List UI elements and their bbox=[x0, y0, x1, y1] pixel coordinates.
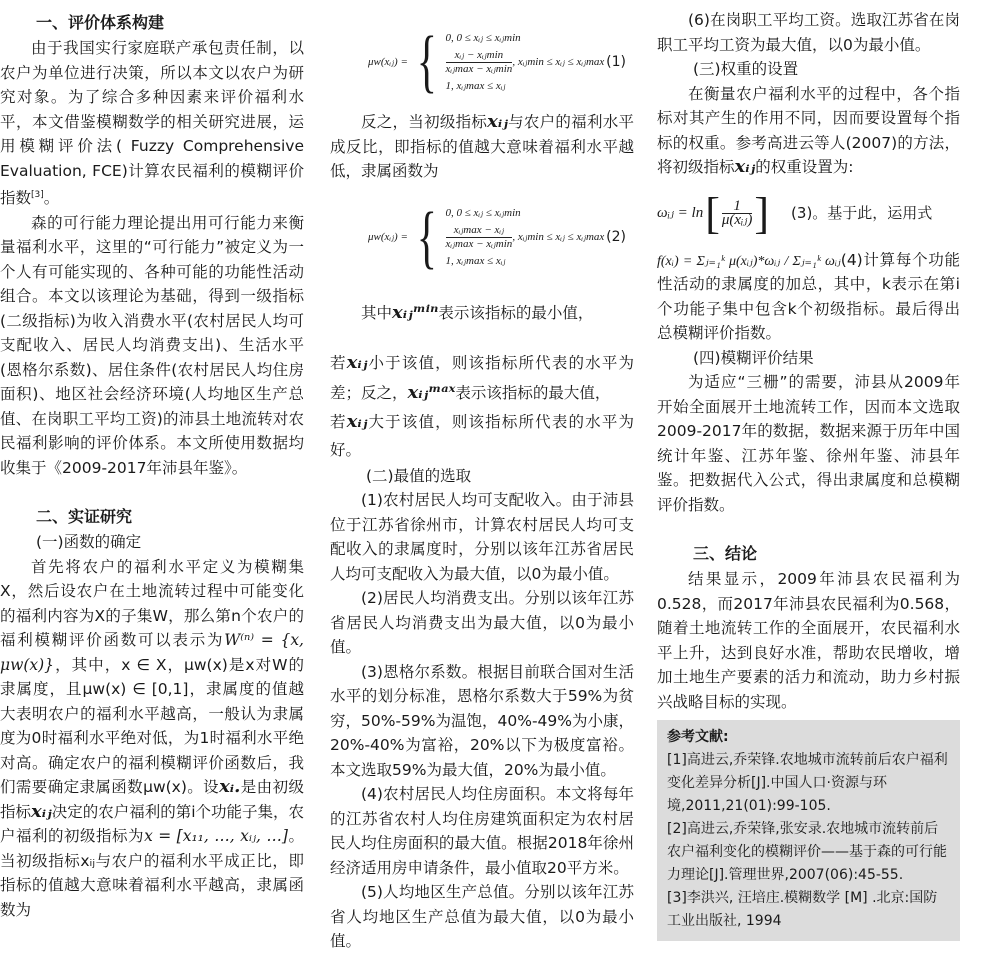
reference-1: [1]高进云,乔荣锋.农地城市流转前后农户福利变化差异分析[J].中国人口·资源与环境,2011,21(01):99-105. bbox=[667, 752, 948, 814]
column-3 bbox=[657, 0, 960, 941]
paragraph-max: 若xᵢⱼ小于该值，则该指标所代表的水平为差；反之，xᵢⱼᵐᵃˣ表示该指标的最大值， bbox=[330, 351, 634, 403]
column-2 bbox=[330, 0, 634, 954]
item-housing: (4)农村居民人均住房面积。本文将每年的江苏省农村人均住房建筑面积定为农村居民人均住房面积的最大值。根据2018年徐州经济适用房申请条件，最小值取20平方米。 bbox=[330, 785, 634, 877]
reference-3: [3]李洪兴, 汪培庄.模糊数学 [M] .北京:国防工业出版社, 1994 bbox=[667, 890, 938, 929]
item-gdp: (5)人均地区生产总值。分别以该年江苏省人均地区生产总值为最大值，以0为最小值。 bbox=[330, 883, 634, 950]
paragraph-aggregate: f(xᵢ) = Σⱼ₌₁ᵏ μ(xᵢⱼ)*ωᵢⱼ / Σⱼ₌₁ᵏ ωᵢⱼ(4)计算每个功能性活动的隶属度的加总，其中，k表示在第i个功能子集中包含k个初级指标。最后得出总模糊评价指数。 bbox=[657, 250, 960, 342]
equation-3: ωᵢⱼ = ln [ $\frac{1}{\text{μ(xᵢⱼ)}}$ ] (3) 。基于此，运用式 bbox=[657, 189, 933, 238]
paragraph-fuzzy-set: 首先将农户的福利水平定义为模糊集X，然后设农户在土地流转过程中可能变化的福利内容为X的子集W，那么第n个农户的福利模糊评价函数可以表示为W⁽ⁿ⁾ = {x, μw(x)}，其中，x ∈ X，μw(x)是x对W的隶属度，且μw(x) ∈ [0,1]，隶属度的值越大表明农户的福利水平越高，一般认为隶属度为0时福利水平绝对低，为1时福利水平绝对高。确定农户的福利模糊评价函数后，我们需要确定隶属函数μw(x)。设xᵢ.是由初级指标xᵢⱼ决定的农户福利的第i个功能子集，农户福利的初级指标为x = [x₁₁, …, xᵢⱼ, …]。当初级指标xᵢⱼ与农户的福利水平成正比，即指标的值越大意味着福利水平越高，隶属函数为 bbox=[0, 557, 305, 919]
column-1 bbox=[0, 0, 304, 922]
section-2-title: 二、实证研究 bbox=[36, 507, 133, 527]
paragraph-inverse: 反之，当初级指标xᵢⱼ与农户的福利水平成反比，即指标的值越大意味着福利水平越低，隶属函数为 bbox=[330, 111, 634, 180]
equation-number: (1) bbox=[606, 53, 626, 70]
subsection-weights: (三)权重的设置 bbox=[693, 60, 799, 78]
vector-formula: x = [x₁₁, …, xᵢⱼ, …] bbox=[144, 827, 288, 846]
equation-1: μw(xᵢⱼ) = { 0, 0 ≤ xᵢⱼ ≤ xᵢⱼmin $\frac{\text{xᵢⱼ − xᵢⱼmin}}{\text{xᵢⱼmax − xᵢⱼmin}}$ , xᵢⱼmin ≤ xᵢⱼ ≤ xᵢⱼmax 1, xᵢⱼmax ≤ xᵢⱼ (1) bbox=[368, 23, 626, 100]
subsection-results: (四)模糊评价结果 bbox=[693, 348, 814, 367]
references-title: 参考文献: bbox=[667, 729, 729, 745]
set-formula: W⁽ⁿ⁾ = {x, μw(x)} bbox=[0, 631, 304, 674]
equation-2: μw(xᵢⱼ) = { 0, 0 ≤ xᵢⱼ ≤ xᵢⱼmin $\frac{\text{xᵢⱼmax − xᵢⱼ}}{\text{xᵢⱼmax − xᵢⱼmin}}$ , xᵢⱼmin ≤ xᵢⱼ ≤ xᵢⱼmax 1, xᵢⱼmax ≤ xᵢⱼ (2) bbox=[368, 198, 626, 276]
x-ij-symbol: xᵢⱼ bbox=[31, 800, 52, 822]
paragraph-conclusion: 结果显示，2009年沛县农民福利为0.528，而2017年沛县农民福利为0.568，随着土地流转工作的全面展开，农民福利水平上升，达到良好水准，帮助农民增收，增加土地生产要素的活力和流动，助力乡村振兴战略目标的实现。 bbox=[657, 570, 960, 711]
equation-4: f(xᵢ) = Σⱼ₌₁ᵏ μ(xᵢⱼ)*ωᵢⱼ / Σⱼ₌₁ᵏ ωᵢⱼ bbox=[657, 253, 841, 269]
citation: [3] bbox=[31, 190, 44, 200]
paragraph-results: 为适应“三栅”的需要，沛县从2009年开始全面展开土地流转工作，因而本文选取2009-2017年的数据，数据来源于历年中国统计年鉴、江苏年鉴、徐州年鉴、沛县年鉴。把数据代入公式，得出隶属度和总模糊评价指数。 bbox=[657, 373, 960, 514]
references-box bbox=[657, 720, 960, 941]
paragraph-good: 若xᵢⱼ大于该值，则该指标所代表的水平为好。 bbox=[330, 410, 634, 459]
equation-number: (2) bbox=[606, 229, 626, 245]
paragraph-fce: 由于我国实行家庭联产承包责任制，以农户为单位进行决策，所以本文以农户为研究对象。为了综合多种因素来评价福利水平，本文借鉴模糊数学的相关研究进展，运用模糊评价法( Fuzzy Comprehensive Evaluation, FCE)计算农民福利的模糊评价指数[3]。 bbox=[0, 39, 304, 208]
paragraph-min: 其中xᵢⱼᵐⁱⁿ表示该指标的最小值， bbox=[361, 301, 594, 323]
item-consumption: (2)居民人均消费支出。分别以该年江苏省居民人均消费支出为最大值，以0为最小值。 bbox=[330, 589, 634, 656]
item-engel: (3)恩格尔系数。根据目前联合国对生活水平的划分标准，恩格尔系数大于59%为贫穷，50%-59%为温饱，40%-49%为小康，20%-40%为富裕，20%以下为极度富裕。本文选取59%为最大值，20%为最小值。 bbox=[330, 662, 634, 779]
x-i-symbol: xᵢ. bbox=[219, 776, 241, 798]
paragraph-weights: 在衡量农户福利水平的过程中，各个指标对其产生的作用不同，因而要设置每个指标的权重。参考高进云等人(2007)的方法，将初级指标xᵢⱼ的权重设置为: bbox=[657, 84, 960, 177]
subsection-extremes: (二)最值的选取 bbox=[366, 466, 472, 485]
item-wage: (6)在岗职工平均工资。选取江苏省在岗职工平均工资为最大值，以0为最小值。 bbox=[657, 11, 960, 54]
section-3-title: 三、结论 bbox=[693, 544, 758, 563]
paragraph-capability: 森的可行能力理论提出用可行能力来衡量福利水平，这里的“可行能力”被定义为一个人有可能实现的、各种可能的功能性活动组合。本文以该理论为基础，得到一级指标(二级指标)为收入消费水平(农村居民人均可支配收入、居民人均消费支出)、生活水平(恩格尔系数)、居住条件(农村居民人均住房面积)、地区社会经济环境(人均地区生产总值、在岗职工平均工资)的沛县土地流转对农民福利影响的评价体系。本文所使用数据均收集于《2009-2017年沛县年鉴》。 bbox=[0, 213, 304, 477]
section-1-title: 一、评价体系构建 bbox=[36, 13, 165, 32]
reference-2: [2]高进云,乔荣锋,张安录.农地城市流转前后农户福利变化的模糊评价——基于森的可行能力理论[J].管理世界,2007(06):45-55. bbox=[667, 821, 947, 883]
subsection-function: (一)函数的确定 bbox=[36, 533, 142, 552]
item-income: (1)农村居民人均可支配收入。由于沛县位于江苏省徐州市，计算农村居民人均可支配收入的隶属度时，分别以该年江苏省居民人均可支配收入为最大值，以0为最小值。 bbox=[330, 491, 634, 583]
